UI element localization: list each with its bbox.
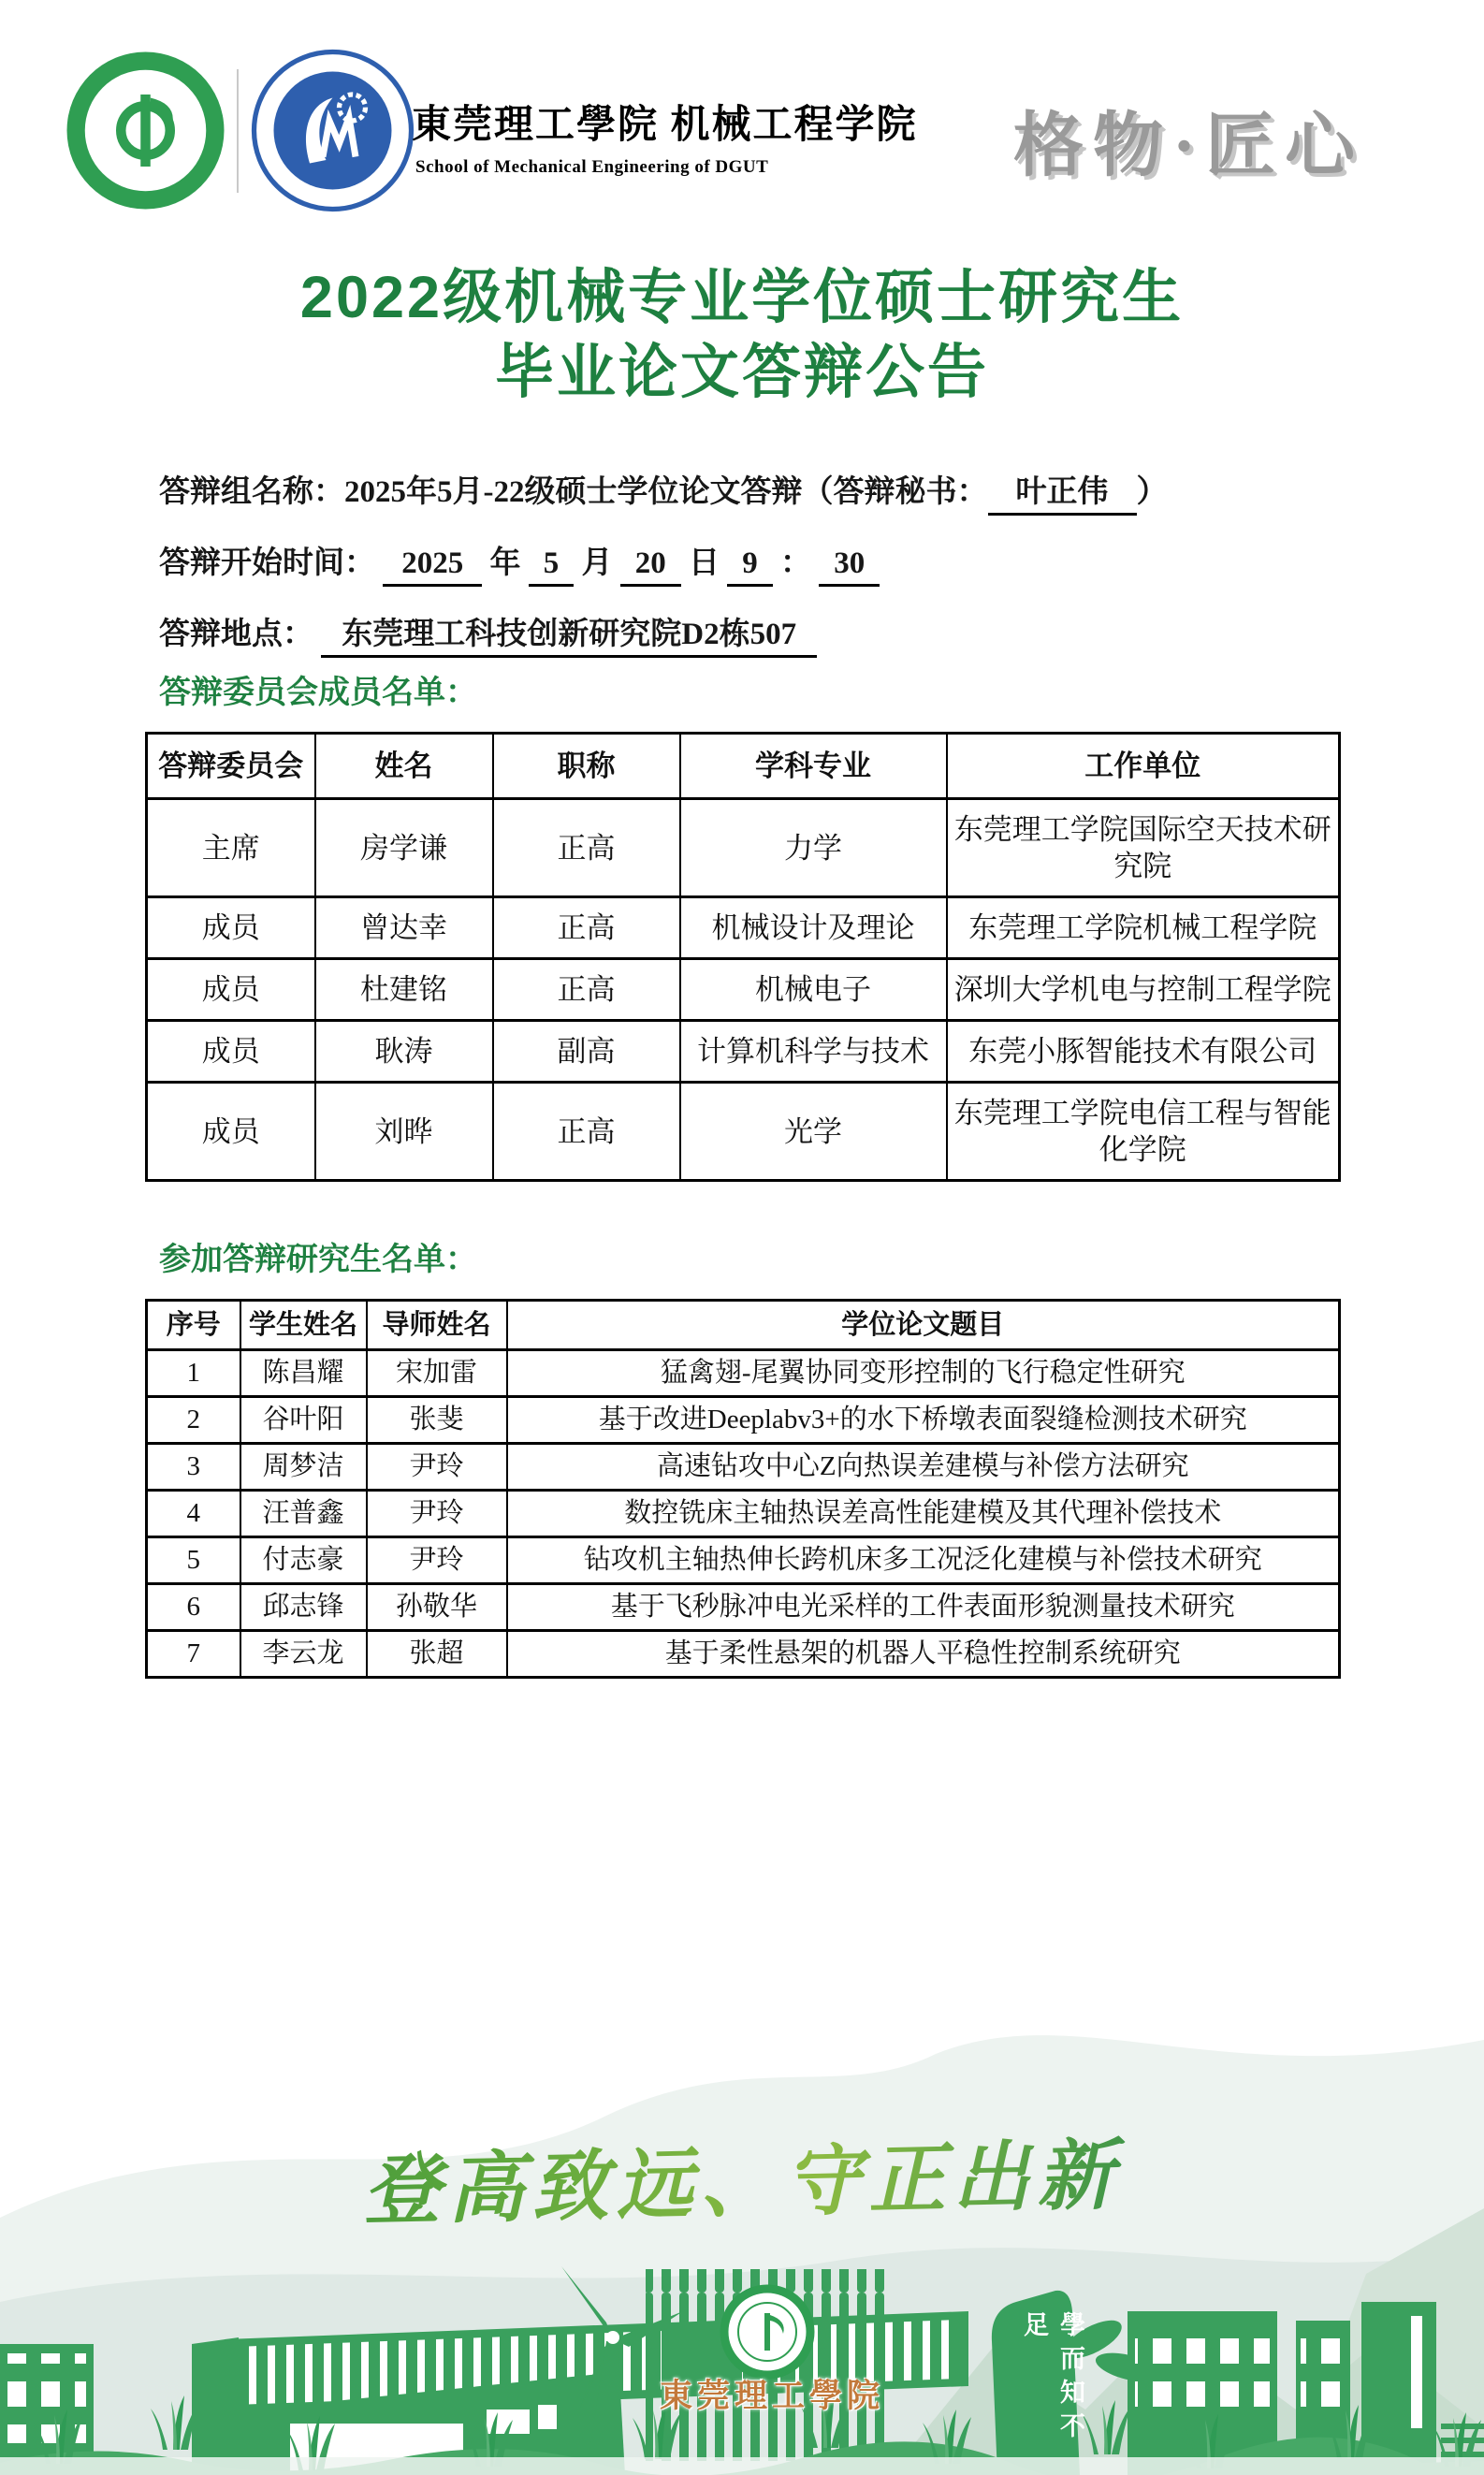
table-row: [147, 1350, 1340, 1397]
committee-table: [145, 732, 1341, 1182]
time-month: 5: [529, 543, 575, 587]
group-label: 答辩组名称：: [159, 475, 344, 509]
cell: 主席: [147, 799, 315, 897]
cell: 钻攻机主轴热伸长跨机床多工况泛化建模与补偿技术研究: [507, 1537, 1340, 1584]
cell: 正高: [493, 799, 680, 897]
cell: 尹玲: [367, 1537, 507, 1584]
cell: 成员: [147, 959, 315, 1021]
table-row: [147, 1584, 1340, 1631]
cell: 杜建铭: [315, 959, 493, 1021]
page-title-line1: 2022级机械专业学位硕士研究生: [299, 265, 1185, 330]
cell: 周梦洁: [240, 1444, 367, 1491]
committee-header-row: [147, 734, 1340, 799]
time-label: 答辩开始时间：: [159, 546, 375, 580]
cell: 机械电子: [680, 959, 947, 1021]
cell: 成员: [147, 1083, 315, 1181]
cell: 3: [147, 1444, 240, 1491]
column-header: 学位论文题目: [507, 1301, 1340, 1350]
page-title-line2: 毕业论文答辩公告: [495, 340, 989, 405]
table-row: [147, 1537, 1340, 1584]
table-row: [147, 1021, 1340, 1083]
column-header: 导师姓名: [367, 1301, 507, 1350]
cell: 副高: [493, 1021, 680, 1083]
cell: 宋加雷: [367, 1350, 507, 1397]
defense-info: [159, 466, 1168, 679]
cell: 张斐: [367, 1397, 507, 1444]
location-label: 答辩地点：: [159, 618, 313, 651]
cell: 成员: [147, 897, 315, 959]
cell: 李云龙: [240, 1631, 367, 1678]
page-title: [0, 260, 1484, 410]
cell: 曾达幸: [315, 897, 493, 959]
group-value: 2025年5月-22级硕士学位论文答辩: [344, 475, 803, 509]
column-header: 序号: [147, 1301, 240, 1350]
column-header: 职称: [493, 734, 680, 799]
cell: 数控铣床主轴热误差高性能建模及其代理补偿技术: [507, 1491, 1340, 1537]
cell: 正高: [493, 1083, 680, 1181]
defense-group-line: [159, 466, 1168, 537]
cell: 机械设计及理论: [680, 897, 947, 959]
cell: 6: [147, 1584, 240, 1631]
cell: 汪普鑫: [240, 1491, 367, 1537]
cell: 4: [147, 1491, 240, 1537]
campus-gate: [646, 2269, 891, 2461]
table-row: [147, 1444, 1340, 1491]
cell: 东莞理工学院电信工程与智能化学院: [947, 1083, 1340, 1181]
table-row: [147, 1083, 1340, 1181]
cell: 东莞理工学院国际空天技术研究院: [947, 799, 1340, 897]
cell: 成员: [147, 1021, 315, 1083]
cell: 正高: [493, 897, 680, 959]
table-row: [147, 1397, 1340, 1444]
students-header-row: [147, 1301, 1340, 1350]
table-row: [147, 959, 1340, 1021]
cell: 谷叶阳: [240, 1397, 367, 1444]
cell: 1: [147, 1350, 240, 1397]
cell: 刘晔: [315, 1083, 493, 1181]
school-name-en: School of Mechanical Engineering of DGUT: [415, 157, 769, 177]
cell: 房学谦: [315, 799, 493, 897]
table-row: [147, 1491, 1340, 1537]
cell: 5: [147, 1537, 240, 1584]
time-month-unit: 月: [581, 546, 613, 580]
school-name-cn: 東莞理工學院 机械工程学院: [412, 104, 918, 147]
time-year: 2025: [383, 543, 482, 587]
cell: 计算机科学与技术: [680, 1021, 947, 1083]
secretary-name: 叶正伟: [988, 472, 1137, 516]
secretary-close: ）: [1136, 475, 1168, 509]
defense-time-line: [159, 537, 1168, 608]
column-header: 答辩委员会: [147, 734, 315, 799]
cell: 张超: [367, 1631, 507, 1678]
gate-logo: [720, 2285, 814, 2379]
table-row: [147, 1631, 1340, 1678]
stone-inscription: 學而知不足: [1020, 2311, 1084, 2446]
cell: 东莞理工学院机械工程学院: [947, 897, 1340, 959]
table-row: [147, 897, 1340, 959]
motto-calligraphy: 格物·匠心: [1012, 108, 1364, 185]
logo-divider: [237, 69, 239, 193]
cell: 孙敬华: [367, 1584, 507, 1631]
cell: 尹玲: [367, 1444, 507, 1491]
cell: 深圳大学机电与控制工程学院: [947, 959, 1340, 1021]
cell: 陈昌耀: [240, 1350, 367, 1397]
table-row: [147, 799, 1340, 897]
time-hour: 9: [727, 543, 773, 587]
cell: 耿涛: [315, 1021, 493, 1083]
gate-sign-text: 東莞理工學院: [659, 2378, 884, 2414]
cell: 尹玲: [367, 1491, 507, 1537]
location-value: 东莞理工科技创新研究院D2栋507: [321, 614, 817, 658]
campus-artwork: [0, 1900, 1484, 2475]
column-header: 姓名: [315, 734, 493, 799]
cell: 邱志锋: [240, 1584, 367, 1631]
school-seal-logo: [251, 49, 415, 212]
calligraphy-slogan: 登高致远、守正出新: [0, 2106, 1484, 2247]
cell: 基于柔性悬架的机器人平稳性控制系统研究: [507, 1631, 1340, 1678]
bottom-light-band: [0, 2457, 1484, 2475]
cell: 东莞小豚智能技术有限公司: [947, 1021, 1340, 1083]
time-minute: 30: [819, 543, 880, 587]
students-table: [145, 1299, 1341, 1679]
cell: 力学: [680, 799, 947, 897]
time-separator: ：: [780, 546, 811, 580]
cell: 基于改进Deeplabv3+的水下桥墩表面裂缝检测技术研究: [507, 1397, 1340, 1444]
cell: 2: [147, 1397, 240, 1444]
cell: 正高: [493, 959, 680, 1021]
cell: 基于飞秒脉冲电光采样的工件表面形貌测量技术研究: [507, 1584, 1340, 1631]
column-header: 学科专业: [680, 734, 947, 799]
time-day-unit: 日: [689, 546, 720, 580]
time-day: 20: [620, 543, 681, 587]
university-seal-logo: [64, 49, 227, 212]
cell: 7: [147, 1631, 240, 1678]
cell: 付志豪: [240, 1537, 367, 1584]
column-header: 学生姓名: [240, 1301, 367, 1350]
committee-heading: 答辩委员会成员名单：: [159, 676, 477, 710]
cell: 高速钻攻中心Z向热误差建模与补偿方法研究: [507, 1444, 1340, 1491]
time-year-unit: 年: [489, 546, 521, 580]
students-heading: 参加答辩研究生名单：: [159, 1243, 477, 1277]
secretary-open: （答辩秘书：: [802, 475, 988, 509]
cell: 光学: [680, 1083, 947, 1181]
cell: 猛禽翅-尾翼协同变形控制的飞行稳定性研究: [507, 1350, 1340, 1397]
column-header: 工作单位: [947, 734, 1340, 799]
